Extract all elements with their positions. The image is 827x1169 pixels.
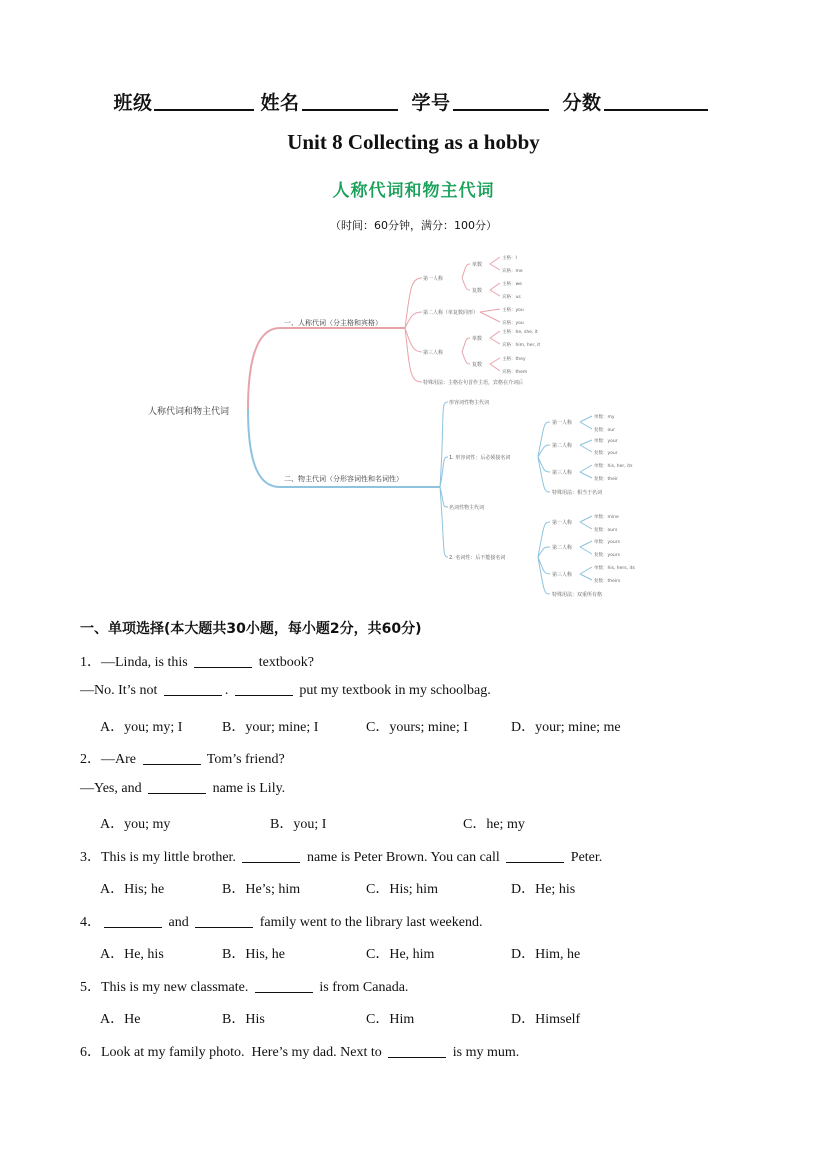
b1-node-4: 特殊用法：主格在句首作主语，宾格在介词后 — [423, 380, 524, 386]
answer-blank[interactable] — [242, 850, 300, 863]
mindmap-branch-1: 一、人称代词（分主格和宾格） — [284, 319, 382, 327]
b2-node-2: 1. 形容词性：后必须接名词 — [449, 455, 511, 461]
q1-option-c[interactable]: C．yours; mine; I — [366, 720, 468, 735]
b1-node-1: 第一人称 — [423, 276, 444, 282]
answer-blank[interactable] — [143, 752, 201, 765]
b2-leaf-b: 特殊用法：双重所有格 — [552, 592, 603, 598]
q5-option-a[interactable]: A．He — [100, 1012, 141, 1027]
mindmap-diagram — [140, 252, 700, 604]
question-4: 4． and family went to the library last weekend. — [80, 915, 483, 930]
b2-leaf-a: 第一人称 — [552, 420, 573, 426]
b2-val: 单数：mine — [594, 515, 619, 520]
b1-leaf: 宾格：me — [502, 269, 523, 274]
b2-val: 单数：your — [594, 439, 618, 444]
b2-val: 单数：yours — [594, 540, 620, 545]
answer-blank[interactable] — [255, 980, 313, 993]
b2-val: 单数：his, her, its — [594, 464, 633, 469]
score-blank — [604, 109, 708, 111]
q3-option-d[interactable]: D．He; his — [511, 882, 576, 897]
question-6: 6．Look at my family photo. Here’s my dad. Next to is my mum. — [80, 1045, 520, 1060]
time-note: （时间：60分钟，满分：100分） — [330, 219, 497, 232]
b1-leaf: 宾格：him, her, it — [502, 343, 541, 348]
b1-leaf: 宾格：you — [502, 321, 524, 326]
b1-leaf: 主格：I — [502, 256, 517, 261]
question-3: 3．This is my little brother. name is Peter Brown. You can call Peter. — [80, 850, 603, 865]
b1-leaf: 宾格：us — [502, 295, 521, 300]
answer-blank[interactable] — [506, 850, 564, 863]
q4-option-d[interactable]: D．Him, he — [511, 947, 581, 962]
question-1: 1．—Linda, is this textbook? — [80, 655, 314, 670]
q3-option-a[interactable]: A．His; he — [100, 882, 165, 897]
answer-blank[interactable] — [104, 915, 162, 928]
b2-val: 复数：our — [594, 428, 615, 433]
q4-option-c[interactable]: C．He, him — [366, 947, 435, 962]
b2-val: 复数：ours — [594, 528, 618, 533]
page-title: Unit 8 Collecting as a hobby — [287, 130, 540, 154]
b1-sub-4: 复数 — [472, 362, 483, 368]
b2-leaf-a: 特殊用法：相当于名词 — [552, 490, 603, 496]
question-2-reply: —Yes, and name is Lily. — [80, 781, 286, 796]
page-subtitle: 人称代词和物主代词 — [332, 181, 495, 201]
b2-leaf-b: 第一人称 — [552, 520, 573, 526]
b2-val: 单数：his, hers, its — [594, 566, 635, 571]
id-blank — [453, 109, 549, 111]
b1-leaf: 主格：they — [502, 357, 526, 362]
b2-leaf-a: 第二人称 — [552, 443, 573, 449]
b2-val: 复数：theirs — [594, 579, 621, 584]
q2-option-a[interactable]: A．you; my — [100, 817, 171, 832]
b2-val: 复数：yours — [594, 553, 620, 558]
b1-leaf: 宾格：them — [502, 370, 528, 375]
class-blank — [154, 109, 254, 111]
question-5: 5．This is my new classmate. is from Canada. — [80, 980, 409, 995]
q1-option-b[interactable]: B．your; mine; I — [222, 720, 319, 735]
q2-option-b[interactable]: B．you; I — [270, 817, 327, 832]
q5-option-b[interactable]: B．His — [222, 1012, 265, 1027]
q5-option-d[interactable]: D．Himself — [511, 1012, 581, 1027]
mindmap-root: 人称代词和物主代词 — [148, 407, 230, 417]
id-label: 学号 — [411, 92, 451, 114]
b1-sub-2: 复数 — [472, 288, 483, 294]
answer-blank[interactable] — [148, 781, 206, 794]
b2-val: 复数：your — [594, 451, 618, 456]
b2-node-1: 形容词性物主代词 — [449, 400, 490, 406]
b1-node-3: 第三人称 — [423, 350, 444, 356]
b1-leaf: 主格：you — [502, 308, 524, 313]
q4-option-a[interactable]: A．He, his — [100, 947, 164, 962]
q4-option-b[interactable]: B．His, he — [222, 947, 285, 962]
b2-leaf-b: 第二人称 — [552, 545, 573, 551]
answer-blank[interactable] — [194, 655, 252, 668]
class-label: 班级 — [113, 92, 153, 114]
answer-blank[interactable] — [388, 1045, 446, 1058]
b2-node-4: 2. 名词性：后不能接名词 — [449, 555, 506, 561]
student-info-header — [0, 88, 827, 115]
q3-option-b[interactable]: B．He’s; him — [222, 882, 301, 897]
q2-option-c[interactable]: C．he; my — [463, 817, 525, 832]
q1-option-a[interactable]: A．you; my; I — [100, 720, 183, 735]
b2-val: 单数：my — [594, 415, 615, 420]
q5-option-c[interactable]: C．Him — [366, 1012, 415, 1027]
b2-leaf-a: 第三人称 — [552, 470, 573, 476]
question-1-reply: —No. It’s not . put my textbook in my schoolbag. — [80, 683, 491, 698]
section-heading: 一、单项选择(本大题共30小题，每小题2分，共60分) — [80, 621, 422, 637]
b2-val: 复数：their — [594, 477, 618, 482]
answer-blank[interactable] — [195, 915, 253, 928]
b1-leaf: 主格：he, she, it — [502, 330, 538, 335]
name-label: 姓名 — [260, 92, 300, 114]
b1-leaf: 主格：we — [502, 282, 522, 287]
b2-leaf-b: 第三人称 — [552, 572, 573, 578]
mindmap-branch-2: 二、物主代词（分形容词性和名词性） — [284, 475, 403, 483]
score-label: 分数 — [562, 92, 602, 114]
question-2: 2．—Are Tom’s friend? — [80, 752, 285, 767]
b1-node-2: 第二人称（单复数同形） — [423, 310, 479, 316]
name-blank — [302, 109, 398, 111]
q1-option-d[interactable]: D．your; mine; me — [511, 720, 621, 735]
b2-node-3: 名词性物主代词 — [449, 505, 485, 511]
b1-sub-1: 单数 — [472, 262, 483, 268]
q3-option-c[interactable]: C．His; him — [366, 882, 438, 897]
answer-blank[interactable] — [164, 683, 222, 696]
b1-sub-3: 单数 — [472, 336, 483, 342]
answer-blank[interactable] — [235, 683, 293, 696]
